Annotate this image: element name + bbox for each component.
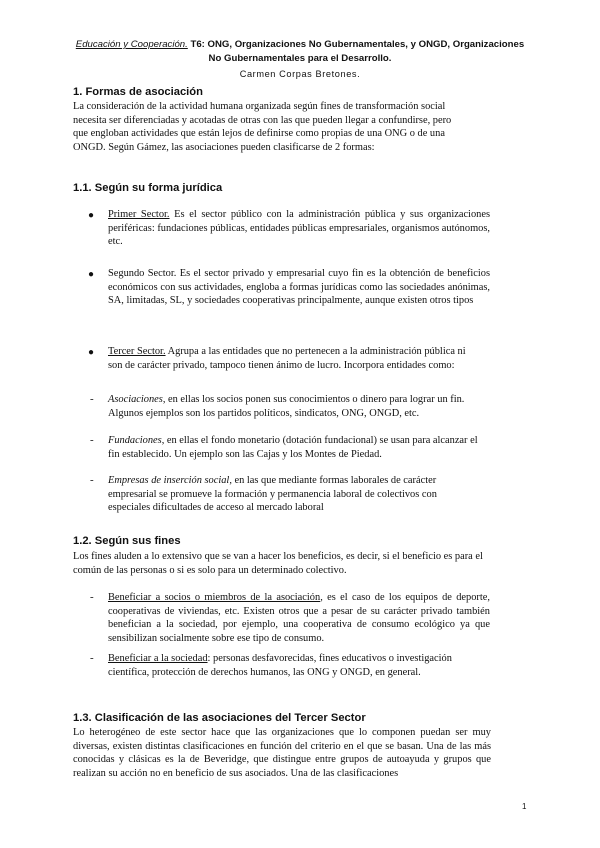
author-name: Carmen Corpas Bretones.: [239, 69, 361, 79]
dash-marker: -: [90, 434, 94, 446]
page-number: 1: [522, 802, 527, 811]
dash-marker: -: [90, 652, 94, 664]
department-label: Educación y Cooperación.: [75, 39, 188, 50]
asociaciones-label: Asociaciones: [108, 394, 163, 405]
heading-section-1-2: 1.2. Según sus fines: [73, 535, 181, 547]
empresas-insercion-item: [108, 474, 480, 515]
bullet-icon: ●: [88, 347, 95, 358]
beneficiar-sociedad-label: Beneficiar a la sociedad: [108, 653, 208, 664]
dash-marker: -: [90, 591, 94, 603]
heading-section-1-3: 1.3. Clasificación de las asociaciones del Tercer Sector: [73, 712, 366, 724]
dash-marker: -: [90, 393, 94, 405]
primer-sector-text: Es el sector público con la administración pública y sus organizaciones periféricas: fundaciones públicas, entidades públicas empresariales, organismos autónomos, etc.: [108, 209, 490, 248]
bullet-icon: ●: [88, 210, 95, 221]
section-1-intro: La consideración de la actividad humana organizada según fines de transformación social necesita ser diferenciadas y acotadas de otras con las que pueden llegar a confundirse, pero que engloban actividades que están lejos de definirse como propias de una ONG o de una ONGD. Según Gámez, las asociaciones pueden clasificarse de 2 formas:: [73, 101, 452, 153]
beneficiar-socios-text: , es el caso de los equipos de deporte, cooperativas de viviendas, etc. Existen otros que a pesar de su carácter privado también benefician a la sociedad, por ejemplo, una cooperativa de consumo ecológico ya que sensibilizan socialmente sobre ese tipo de consumo.: [108, 592, 490, 644]
beneficiar-socios-item: [108, 591, 490, 645]
tercer-sector-text: Agrupa a las entidades que no pertenecen a la administración pública ni son de carácter privado, tampoco tienen ánimo de lucro. Incorpora entidades como:: [108, 346, 466, 371]
dash-marker: -: [90, 474, 94, 486]
bullet-icon: ●: [88, 269, 95, 280]
primer-sector-item: [108, 208, 490, 249]
asociaciones-item: [108, 393, 480, 420]
tercer-sector-item: [108, 345, 480, 372]
topic-title-part-2: No Gubernamentales para el Desarrollo.: [208, 53, 392, 64]
section-1-2-intro: Los fines aluden a lo extensivo que se van a hacer los beneficios, es decir, si el beneficio es para el común de las personas o si es solo para un determinado colectivo.: [73, 551, 483, 576]
beneficiar-sociedad-text: : personas desfavorecidas, fines educativos o investigación científica, protección de derechos humanos, las ONG y ONGD, en general.: [108, 653, 452, 678]
segundo-sector-item: Segundo Sector. Es el sector privado y empresarial cuyo fin es la obtención de beneficios económicos con sus actividades, engloba a formas jurídicas como las sociedades anónimas, SA, limitadas, SL, y sociedades cooperativas principalmente, aunque existen otros tipos: [108, 268, 490, 307]
fundaciones-text: , en ellas el fondo monetario (dotación fundacional) se usan para alcanzar el fin establecido. Un ejemplo son las Cajas y los Montes de Piedad.: [108, 435, 478, 460]
document-header: [60, 38, 540, 66]
heading-section-1: 1. Formas de asociación: [73, 86, 203, 98]
heading-section-1-1: 1.1. Según su forma jurídica: [73, 182, 223, 194]
primer-sector-label: Primer Sector.: [108, 209, 170, 220]
asociaciones-text: , en ellas los socios ponen sus conocimientos o dinero para lograr un fin. Algunos ejemplos son los partidos políticos, sindicatos, ONG, ONGD, etc.: [108, 394, 465, 419]
beneficiar-socios-label: Beneficiar a socios o miembros de la asociación: [108, 592, 321, 603]
fundaciones-label: Fundaciones: [108, 435, 162, 446]
topic-title-part-1: T6: ONG, Organizaciones No Gubernamentales, y ONGD, Organizaciones: [187, 39, 525, 50]
fundaciones-item: [108, 434, 480, 461]
empresas-insercion-text: , en las que mediante formas laborales de carácter empresarial se promueve la formación y permanencia laboral de colectivos con especiales dificultades de acceso al mercado laboral: [108, 475, 437, 514]
beneficiar-sociedad-item: [108, 652, 490, 679]
header-line-1: [60, 38, 540, 52]
section-1-3-text: Lo heterogéneo de este sector hace que las organizaciones que lo componen puedan ser muy diversas, existen distintas clasificaciones en función del criterio en el que se basan. Una de las más conocidas y clásicas es la de Beveridge, que distingue entre grupos de autoayuda y grupos que realizan su acción no en beneficio de sus asociados. Una de las clasificaciones: [73, 727, 491, 779]
tercer-sector-label: Tercer Sector.: [108, 346, 166, 357]
empresas-insercion-label: Empresas de inserción social: [108, 475, 230, 486]
